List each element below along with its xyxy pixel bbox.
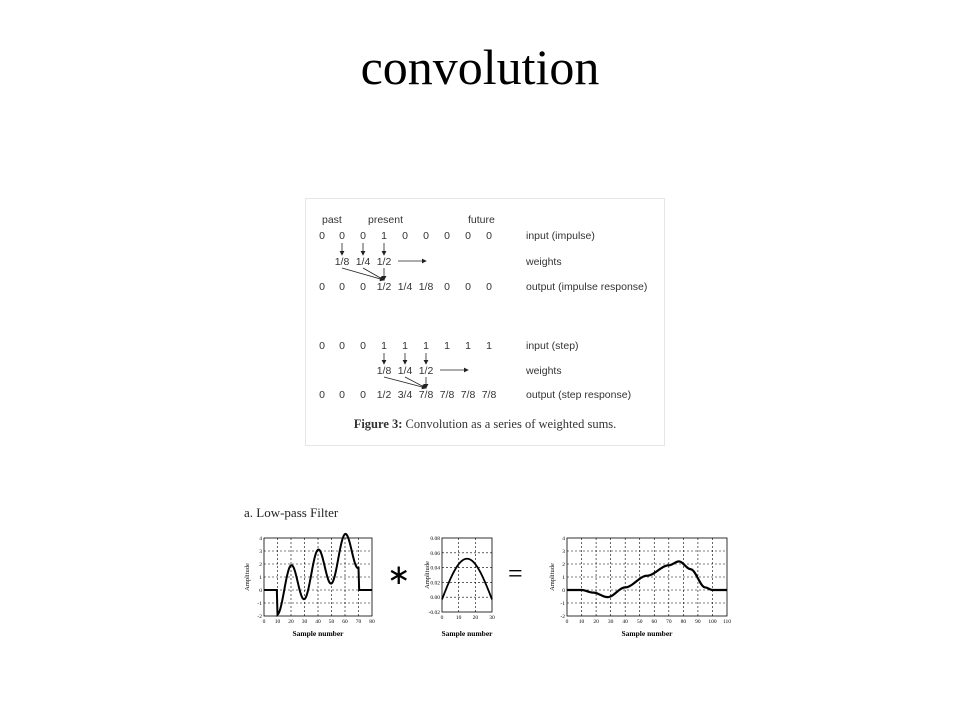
step-input-value: 1	[381, 340, 387, 352]
y-axis-label: Amplitude	[424, 561, 431, 589]
step-input-value: 0	[360, 340, 366, 352]
step-weights-label: weights	[526, 365, 562, 377]
step-input-label: input (step)	[526, 340, 579, 352]
y-tick-label: -1	[560, 601, 565, 607]
y-tick-label: 2	[562, 562, 565, 568]
x-tick-label: 70	[355, 619, 362, 625]
filter-kernel-curve	[442, 559, 492, 600]
y-tick-label: 0.04	[430, 565, 440, 572]
x-tick-label: 90	[695, 619, 701, 625]
convolution-operator: ∗	[387, 560, 411, 591]
impulse-weights-label: weights	[526, 256, 562, 268]
x-tick-label: 0	[440, 615, 444, 621]
impulse-weight-value: 1/4	[355, 256, 371, 268]
impulse-input-value: 0	[319, 230, 325, 242]
plot-frame	[442, 538, 492, 612]
step-output-value: 7/8	[481, 389, 497, 401]
filter-kernel-plot	[420, 532, 498, 640]
y-tick-label: 3	[562, 549, 565, 555]
x-tick-label: 40	[315, 619, 321, 625]
y-tick-label: 0.06	[430, 550, 440, 557]
x-tick-label: 50	[328, 619, 335, 625]
x-tick-label: 10	[578, 619, 585, 625]
step-weight-value: 1/4	[397, 365, 413, 377]
step-input-value: 1	[465, 340, 471, 352]
y-tick-label: 1	[259, 575, 262, 581]
header-future: future	[468, 214, 495, 226]
impulse-input-value: 1	[381, 230, 387, 242]
x-tick-label: 80	[369, 619, 375, 625]
x-tick-label: 100	[708, 619, 717, 625]
step-output-value: 0	[360, 389, 366, 401]
impulse-input-value: 0	[486, 230, 492, 242]
step-output-value: 7/8	[460, 389, 476, 401]
step-input-value: 0	[319, 340, 325, 352]
impulse-output-value: 0	[360, 281, 366, 293]
step-output-value: 0	[319, 389, 325, 401]
y-tick-label: -1	[257, 601, 262, 607]
impulse-output-value: 0	[486, 281, 492, 293]
impulse-weight-value: 1/2	[376, 256, 392, 268]
y-tick-label: 3	[259, 549, 262, 555]
impulse-output-value: 0	[319, 281, 325, 293]
step-sum-arrow	[405, 377, 426, 388]
step-input-value: 1	[486, 340, 492, 352]
impulse-output-value: 1/2	[376, 281, 392, 293]
y-axis-label: Amplitude	[244, 563, 251, 591]
impulse-input-value: 0	[402, 230, 408, 242]
x-axis-label: Sample number	[441, 629, 493, 638]
x-tick-label: 30	[489, 615, 495, 621]
input-signal-plot	[240, 530, 380, 640]
x-tick-label: 10	[274, 619, 281, 625]
x-tick-label: 0	[565, 619, 569, 625]
x-tick-label: 0	[262, 619, 266, 625]
impulse-output-value: 0	[444, 281, 450, 293]
step-output-value: 7/8	[418, 389, 434, 401]
y-tick-label: 0	[259, 588, 262, 594]
y-tick-label: 0	[562, 588, 565, 594]
x-tick-label: 70	[666, 619, 672, 625]
step-weight-value: 1/8	[376, 365, 392, 377]
step-input-value: 1	[444, 340, 450, 352]
y-tick-label: 4	[259, 536, 262, 542]
y-tick-label: 4	[562, 536, 565, 542]
equals-operator: =	[508, 559, 523, 588]
y-tick-label: -2	[257, 614, 262, 620]
impulse-output-value: 0	[339, 281, 345, 293]
step-input-value: 1	[402, 340, 408, 352]
step-output-value: 3/4	[397, 389, 413, 401]
x-tick-label: 50	[636, 619, 643, 625]
x-tick-label: 20	[472, 615, 479, 621]
step-output-value: 7/8	[439, 389, 455, 401]
x-tick-label: 10	[455, 615, 462, 621]
caption-text: Convolution as a series of weighted sums.	[402, 417, 617, 431]
step-sum-arrow	[384, 377, 426, 388]
impulse-sum-arrow	[363, 268, 384, 280]
step-output-label: output (step response)	[526, 389, 632, 401]
impulse-input-value: 0	[465, 230, 471, 242]
header-past: past	[322, 214, 342, 226]
slide-title: convolution	[360, 39, 600, 95]
impulse-input-value: 0	[339, 230, 345, 242]
x-tick-label: 60	[651, 619, 658, 625]
impulse-sum-arrow	[342, 268, 384, 280]
x-axis-label: Sample number	[292, 629, 344, 638]
caption-label: Figure 3:	[353, 417, 403, 431]
x-tick-label: 80	[680, 619, 687, 625]
step-output-value: 0	[339, 389, 345, 401]
header-present: present	[368, 214, 404, 226]
impulse-input-value: 0	[444, 230, 450, 242]
y-axis-label: Amplitude	[549, 563, 556, 591]
figure-3-weighted-sums	[305, 198, 665, 446]
impulse-input-value: 0	[423, 230, 429, 242]
x-tick-label: 60	[342, 619, 348, 625]
x-tick-label: 40	[622, 619, 628, 625]
x-tick-label: 30	[301, 619, 308, 625]
impulse-output-label: output (impulse response)	[526, 281, 648, 293]
y-tick-label: 0.00	[430, 595, 440, 602]
impulse-output-value: 1/8	[418, 281, 434, 293]
step-weight-value: 1/2	[418, 365, 434, 377]
x-axis-label: Sample number	[621, 629, 673, 638]
x-tick-label: 30	[607, 619, 614, 625]
impulse-weight-value: 1/8	[334, 256, 350, 268]
output-signal-plot	[545, 530, 735, 640]
y-tick-label: 0.08	[430, 536, 440, 542]
step-input-value: 0	[339, 340, 345, 352]
output-signal-curve	[567, 561, 727, 597]
x-tick-label: 20	[288, 619, 294, 625]
impulse-input-value: 0	[360, 230, 366, 242]
figure-3-caption	[306, 417, 664, 432]
y-tick-label: -0.02	[428, 610, 440, 616]
y-tick-label: 1	[562, 575, 565, 581]
impulse-output-value: 0	[465, 281, 471, 293]
y-tick-label: -2	[560, 614, 565, 620]
x-tick-label: 110	[722, 619, 732, 625]
impulse-output-value: 1/4	[397, 281, 413, 293]
step-output-value: 1/2	[376, 389, 392, 401]
y-tick-label: 0.02	[430, 580, 440, 587]
lowpass-title: a. Low-pass Filter	[244, 505, 339, 520]
y-tick-label: 2	[259, 562, 262, 568]
impulse-input-label: input (impulse)	[526, 230, 595, 242]
x-tick-label: 20	[593, 619, 599, 625]
step-input-value: 1	[423, 340, 429, 352]
